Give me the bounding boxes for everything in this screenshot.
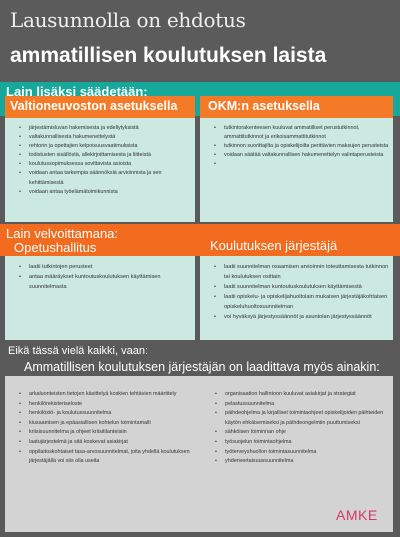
section1-right-column bbox=[200, 118, 393, 222]
list-item: • valtakunnallisesta hakumenettelystä bbox=[5, 133, 191, 142]
list-item: • henkilöstö- ja koulutussuunnitelma bbox=[5, 409, 197, 419]
list-item: • voi hyväksyä järjestyssäännöt ja asuntolan järjestyssäännöt bbox=[200, 312, 389, 322]
section2-right-column bbox=[200, 256, 393, 340]
list-item: • tutkinnon suorittajilta ja opiskelijoilta perittävien maksujen perusteista bbox=[200, 142, 389, 151]
section3-heading: Eikä tässä vielä kaikki, vaan: bbox=[8, 345, 149, 357]
list-item: • yhdenvertaisuussuunnitelma bbox=[201, 457, 387, 467]
section3-right-list bbox=[201, 384, 391, 467]
list-item: • laatii suunnitelman osaamisen arvioinnin toteuttamisesta tutkinnon tai koulutuksen osittain bbox=[200, 262, 389, 282]
section3-box bbox=[5, 376, 393, 532]
list-item: • laatii opiskelu- ja opiskelijahuoltolain mukaisen järjestäjäkohtaisen opiskeluhuoltosuunnitelman bbox=[200, 292, 389, 312]
list-item: • työsuojelun toimintaohjelma bbox=[201, 438, 387, 448]
amke-logo: AMKE bbox=[336, 507, 378, 523]
list-item: • koulutussopimuksessa sovittavista asioista bbox=[5, 160, 191, 169]
section1-left-list bbox=[5, 118, 195, 197]
list-item: • työterveyshuollon toimintasuunnitelma bbox=[201, 448, 387, 458]
header bbox=[0, 0, 400, 80]
section2-right-title: Koulutuksen järjestäjä bbox=[210, 238, 338, 253]
list-item: • voidaan säätää valtakunnallisen hakumenettelyn valintaperusteista bbox=[200, 151, 389, 160]
list-item: • kriisisuunnitelma ja ohjeet kriisitilanteisiin bbox=[5, 428, 197, 438]
list-item: • päihdeohjelma ja kirjalliset toimintaohjeet opiskelijoiden päihteiden käytön ehkäisemiseksi ja päihdeongelmiin puuttumiseksi bbox=[201, 409, 387, 428]
section2-left-title: Opetushallitus bbox=[14, 240, 97, 255]
section1-left-title: Valtioneuvoston asetuksella bbox=[10, 99, 178, 113]
section1-heading: Lain lisäksi säädetään: bbox=[6, 84, 148, 99]
list-item: • todistusten sisällöstä, allekirjoittamisesta ja liitteistä bbox=[5, 151, 191, 160]
list-item: • antaa määräykset kuntoutuskoulutuksen käyttämisen suunnitelmasta bbox=[5, 272, 191, 292]
list-item: • sähköisen toiminnan ohje bbox=[201, 428, 387, 438]
list-item: • kiusaamisen ja epäasiallisen kohtelun toimintamalli bbox=[5, 419, 197, 429]
section1-right-title: OKM:n asetuksella bbox=[208, 99, 320, 113]
list-item: • oppilaitoskohtaiset tasa-arvosuunnitelmat, joita yhdellä koulutuksen järjestäjällä voi siis olla useita bbox=[5, 448, 197, 467]
list-item: • voidaan antaa tarkempia säännöksiä arvioinnista ja sen kehittämisestä bbox=[5, 169, 191, 187]
section3-subheading: Ammatillisen koulutuksen järjestäjän on laadittava myös ainakin: bbox=[24, 360, 380, 374]
list-item: • henkilörekisteriseloste bbox=[5, 400, 197, 410]
list-item: • rehtorin ja opettajien kelpoisuusvaatimuksista bbox=[5, 142, 191, 151]
section1-left-column bbox=[5, 118, 195, 222]
list-item: • laatii suunnitelman kuntoutuskoulutuksen käyttämisestä bbox=[200, 282, 389, 292]
list-item: • organisaation hallintoon kuuluvat asiakirjat ja strategiat bbox=[201, 390, 387, 400]
section3-left-list bbox=[5, 384, 201, 467]
list-item: • pelastussuunnitelma bbox=[201, 400, 387, 410]
list-item: • voidaan antaa työelämätoimikunnista bbox=[5, 188, 191, 197]
title-line-1: Lausunnolla on ehdotus bbox=[10, 8, 246, 32]
list-item: • laatii tutkintojen perusteet bbox=[5, 262, 191, 272]
section2-left-list bbox=[5, 256, 195, 292]
list-item: • järjestämisluvan hakemisesta ja edellytyksistä bbox=[5, 124, 191, 133]
title-line-2: ammatillisen koulutuksen laista bbox=[10, 44, 327, 67]
section1-right-list bbox=[200, 118, 393, 160]
section2-left-column bbox=[5, 256, 195, 340]
list-item: • tutkintorakenteesen kuuluvat ammatilliset perustutkinnot, ammattitutkinnot ja erikoisammattitutkinnot bbox=[200, 124, 389, 142]
section2-right-list bbox=[200, 256, 393, 322]
list-item: • laatujärjestelmä ja sitä koskevat asiakirjat bbox=[5, 438, 197, 448]
section2-heading: Lain velvoittamana: bbox=[6, 226, 119, 241]
list-item: • arkaluonteisten tietojen käsittelyä koskien tehtävien määrittely bbox=[5, 390, 197, 400]
